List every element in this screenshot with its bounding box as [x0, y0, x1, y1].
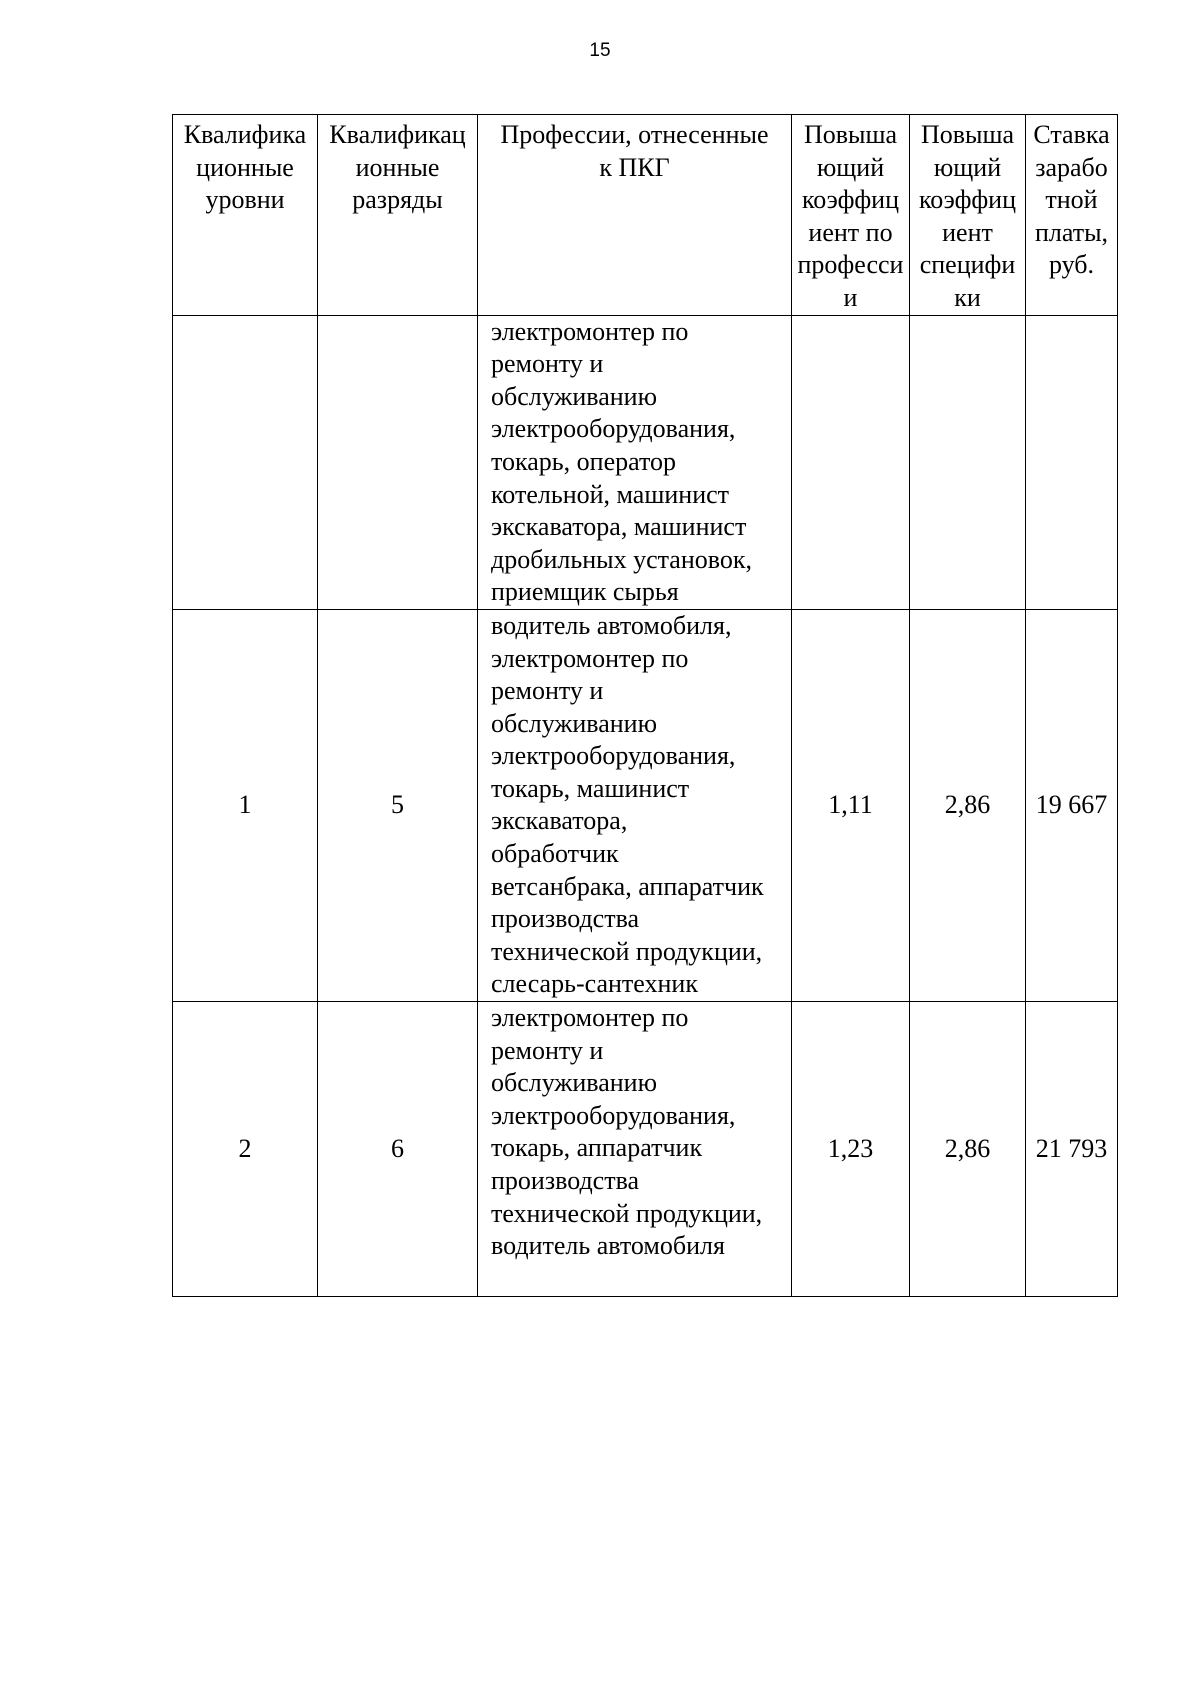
cell-grade: [318, 315, 478, 609]
cell-level: 1: [173, 609, 318, 1001]
cell-professions: электромонтер по ремонту и обслуживанию электрооборудования, токарь, оператор котельной, машинист экскаватора, машинист дробильных установок, приемщик сырья: [478, 315, 792, 609]
table-row: [173, 1002, 1118, 1297]
cell-coef-profession: [792, 315, 910, 609]
cell-coef-specifics: 2,86: [910, 1002, 1026, 1297]
table-header-row: [173, 115, 1118, 316]
cell-grade: 6: [318, 1002, 478, 1297]
header-wage-rate: Ставка зарабо тной платы, руб.: [1026, 115, 1118, 316]
cell-level: 2: [173, 1002, 318, 1297]
cell-grade: 5: [318, 609, 478, 1001]
cell-coef-specifics: 2,86: [910, 609, 1026, 1001]
cell-wage-rate: 21 793: [1026, 1002, 1118, 1297]
header-qualification-levels: Квалифика ционные уровни: [173, 115, 318, 316]
header-professions: Профессии, отнесенные к ПКГ: [478, 115, 792, 316]
cell-coef-profession: 1,11: [792, 609, 910, 1001]
header-coef-profession: Повыша ющий коэффиц иент по професси и: [792, 115, 910, 316]
cell-wage-rate: [1026, 315, 1118, 609]
cell-wage-rate: 19 667: [1026, 609, 1118, 1001]
table-row: [173, 315, 1118, 609]
header-qualification-grades: Квалификац ионные разряды: [318, 115, 478, 316]
cell-professions: водитель автомобиля, электромонтер по ремонту и обслуживанию электрооборудования, токарь, машинист экскаватора, обработчик ветсанбрака, аппаратчик производства технической продукции, слесарь-сантехник: [478, 609, 792, 1001]
cell-coef-profession: 1,23: [792, 1002, 910, 1297]
cell-professions: электромонтер по ремонту и обслуживанию электрооборудования, токарь, аппаратчик производства технической продукции, водитель автомобиля: [478, 1002, 792, 1297]
cell-level: [173, 315, 318, 609]
table-row: [173, 609, 1118, 1001]
cell-coef-specifics: [910, 315, 1026, 609]
page-number: 15: [589, 40, 611, 61]
qualification-table: [172, 114, 1118, 1297]
header-coef-specifics: Повыша ющий коэффиц иент специфи ки: [910, 115, 1026, 316]
